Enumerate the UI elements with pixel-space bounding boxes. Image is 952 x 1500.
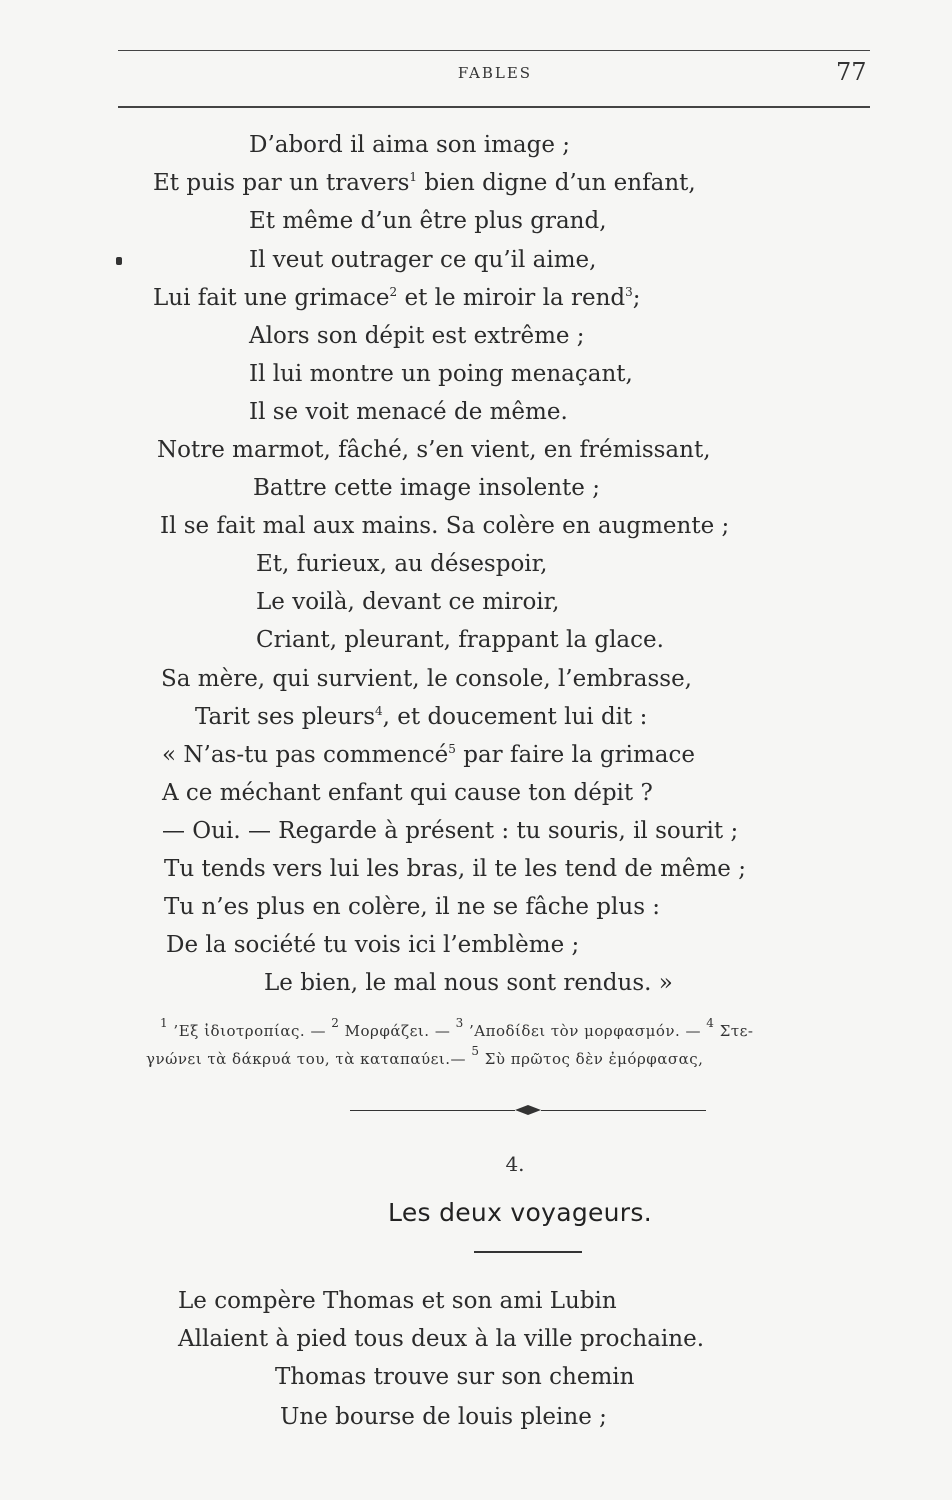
note-mark: 1 (160, 1016, 169, 1030)
note-mark: 3 (625, 285, 633, 299)
verse-line: — Oui. — Regarde à présent : tu souris, il sourit ; (162, 818, 739, 844)
note-mark: 4 (375, 704, 383, 718)
verse-line: Tu n’es plus en colère, il ne se fâche plus : (164, 894, 661, 920)
header-rule-bottom (118, 106, 870, 108)
note-mark: 2 (389, 285, 398, 299)
verse-line: Tu tends vers lui les bras, il te les tend de même ; (164, 856, 746, 882)
verse-line: Tarit ses pleurs$^4$, et doucement lui dit : (195, 704, 648, 730)
note-mark: 5 (448, 742, 456, 756)
verse-line: Battre cette image insolente ; (253, 475, 600, 501)
ornament-rule-left (350, 1110, 515, 1111)
note-mark: 4 (706, 1016, 715, 1030)
header-rule-top (118, 50, 870, 51)
verse-line: Le bien, le mal nous sont rendus. » (264, 970, 673, 996)
verse-line: Et puis par un travers$^1$ bien digne d’un enfant, (153, 170, 696, 196)
margin-mark (116, 257, 122, 265)
verse-line: D’abord il aima son image ; (249, 132, 571, 158)
verse-line: Et, furieux, au désespoir, (256, 551, 548, 577)
note-mark: 5 (471, 1044, 480, 1058)
verse-line: Il se voit menacé de même. (249, 399, 568, 425)
verse-line: Criant, pleurant, frappant la glace. (256, 627, 664, 653)
verse-line: Alors son dépit est extrême ; (249, 323, 585, 349)
note-mark: 3 (455, 1016, 464, 1030)
verse-line: Sa mère, qui survient, le console, l’embrasse, (161, 666, 692, 692)
section-title: Les deux voyageurs. (388, 1198, 652, 1227)
footnote-line: $^1$ ’Εξ ἰδιοτροπίας. — $^2$ Μορφάζει. — $^3$ ’Αποδίδει τὸν μορφασμόν. — $^4$ Στε- (160, 1016, 754, 1040)
note-mark: 1 (409, 170, 418, 184)
running-header: FABLES (457, 64, 533, 82)
title-rule (474, 1251, 582, 1253)
verse-line: Notre marmot, fâché, s’en vient, en frémissant, (157, 437, 711, 463)
verse-line: Une bourse de louis pleine ; (280, 1404, 607, 1430)
verse-line: A ce méchant enfant qui cause ton dépit ? (162, 780, 653, 806)
footnote-line: γνώνει τὰ δάκρυά του, τὰ καταπαύει.— $^5$ Σὺ πρῶτος δὲν ἐμόρφασας, (146, 1044, 704, 1068)
section-number: 4. (505, 1152, 525, 1176)
page-number: 77 (836, 58, 867, 86)
verse-line: « N’as-tu pas commencé$^5$ par faire la grimace (162, 742, 695, 768)
ornament-rule-right (541, 1110, 706, 1111)
verse-line: De la société tu vois ici l’emblème ; (166, 932, 580, 958)
verse-line: Thomas trouve sur son chemin (275, 1364, 635, 1390)
verse-line: Il lui montre un poing menaçant, (249, 361, 633, 387)
note-mark: 2 (331, 1016, 340, 1030)
verse-line: Il se fait mal aux mains. Sa colère en augmente ; (160, 513, 730, 539)
verse-line: Le compère Thomas et son ami Lubin (178, 1288, 617, 1314)
verse-line: Allaient à pied tous deux à la ville prochaine. (178, 1326, 705, 1352)
verse-line: Le voilà, devant ce miroir, (256, 589, 560, 615)
diamond-ornament-icon (515, 1105, 541, 1115)
verse-line: Et même d’un être plus grand, (249, 208, 607, 234)
verse-line: Lui fait une grimace$^2$ et le miroir la rend$^3$; (153, 285, 641, 311)
verse-line: Il veut outrager ce qu’il aime, (249, 247, 597, 273)
